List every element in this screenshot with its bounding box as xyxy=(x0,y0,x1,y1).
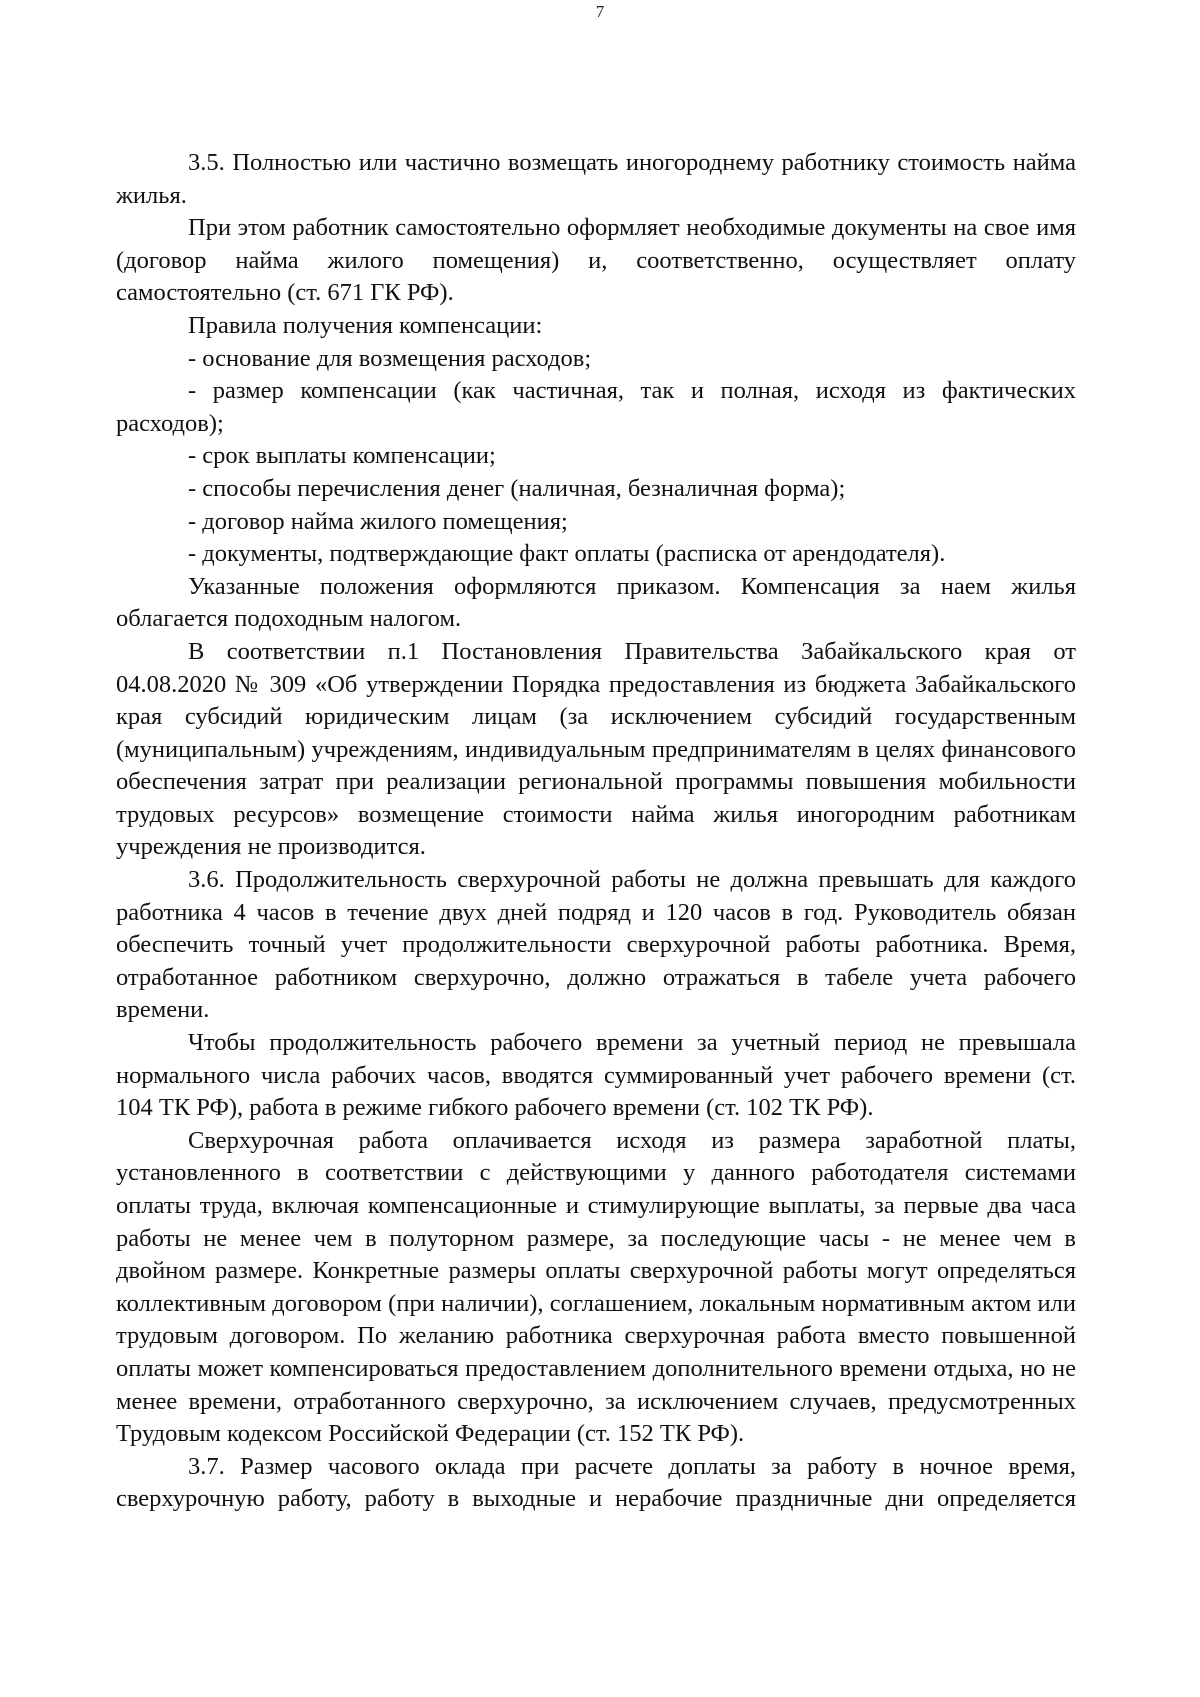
list-item-lease-contract: - договор найма жилого помещения; xyxy=(188,507,568,535)
paragraph-3-6: 3.6. Продолжительность сверхурочной работы не должна превышать для каждого работника 4 часов в течение двух дней подряд и 120 часов в год. Руководитель обязан обеспечить точный учет продолжительности сверхурочной работы работника. Время, отработанное работником сверхурочно, должно отражаться в табеле учета рабочего времени. xyxy=(116,866,1076,1024)
paragraph-compensation-rules-heading: Правила получения компенсации: xyxy=(188,311,543,339)
list-item-amount: - размер компенсации (как частичная, так и полная, исходя из фактических расходов); xyxy=(116,377,1076,437)
paragraph-overtime-pay: Сверхурочная работа оплачивается исходя из размера заработной платы, установленного в соответствии с действующими у данного работодателя системами оплаты труда, включая компенсационные и стимулирующие выплаты, за первые два часа работы не менее чем в полуторном размере, за последующие часы - не менее чем в двойном размере. Конкретные размеры оплаты сверхурочной работы могут определяться коллективным договором (при наличии), соглашением, локальным нормативным актом или трудовым договором. По желанию работника сверхурочная работа вместо повышенной оплаты может компенсироваться предоставлением дополнительного времени отдыха, но не менее времени, отработанного сверхурочно, за исключением случаев, предусмотренных Трудовым кодексом Российской Федерации (ст. 152 ТК РФ). xyxy=(116,1126,1076,1448)
document-body xyxy=(116,147,1076,1516)
paragraph-order-and-tax: Указанные положения оформляются приказом. Компенсация за наем жилья облагается подоходным налогом. xyxy=(116,572,1076,633)
paragraph-3-7: 3.7. Размер часового оклада при расчете доплаты за работу в ночное время, сверхурочную работу, работу в выходные и нерабочие праздничные дни определяется xyxy=(116,1452,1076,1513)
paragraph-tenant-documents: При этом работник самостоятельно оформляет необходимые документы на свое имя (договор найма жилого помещения) и, соответственно, осуществляет оплату самостоятельно (ст. 671 ГК РФ). xyxy=(116,214,1076,307)
page-number: 7 xyxy=(595,2,605,21)
paragraph-3-5: 3.5. Полностью или частично возмещать иногороднему работнику стоимость найма жилья. xyxy=(116,149,1076,209)
list-item-term: - срок выплаты компенсации; xyxy=(188,442,496,470)
list-item-payment-proof: - документы, подтверждающие факт оплаты (расписка от арендодателя). xyxy=(188,540,946,568)
list-item-payment-methods: - способы перечисления денег (наличная, безналичная форма); xyxy=(188,474,846,502)
paragraph-regional-resolution: В соответствии п.1 Постановления Правительства Забайкальского края от 04.08.2020 № 309 «Об утверждении Порядка предоставления из бюджета Забайкальского края субсидий юридическим лицам (за исключением субсидий государственным (муниципальным) учреждениям, индивидуальным предпринимателям в целях финансового обеспечения затрат при реализации региональной программы повышения мобильности трудовых ресурсов» возмещение стоимости найма жилья иногородним работникам учреждения не производится. xyxy=(116,637,1076,861)
list-item-basis: - основание для возмещения расходов; xyxy=(188,344,592,372)
paragraph-working-time-accounting: Чтобы продолжительность рабочего времени за учетный период не превышала нормального числа рабочих часов, вводятся суммированный учет рабочего времени (ст. 104 ТК РФ), работа в режиме гибкого рабочего времени (ст. 102 ТК РФ). xyxy=(116,1029,1076,1122)
